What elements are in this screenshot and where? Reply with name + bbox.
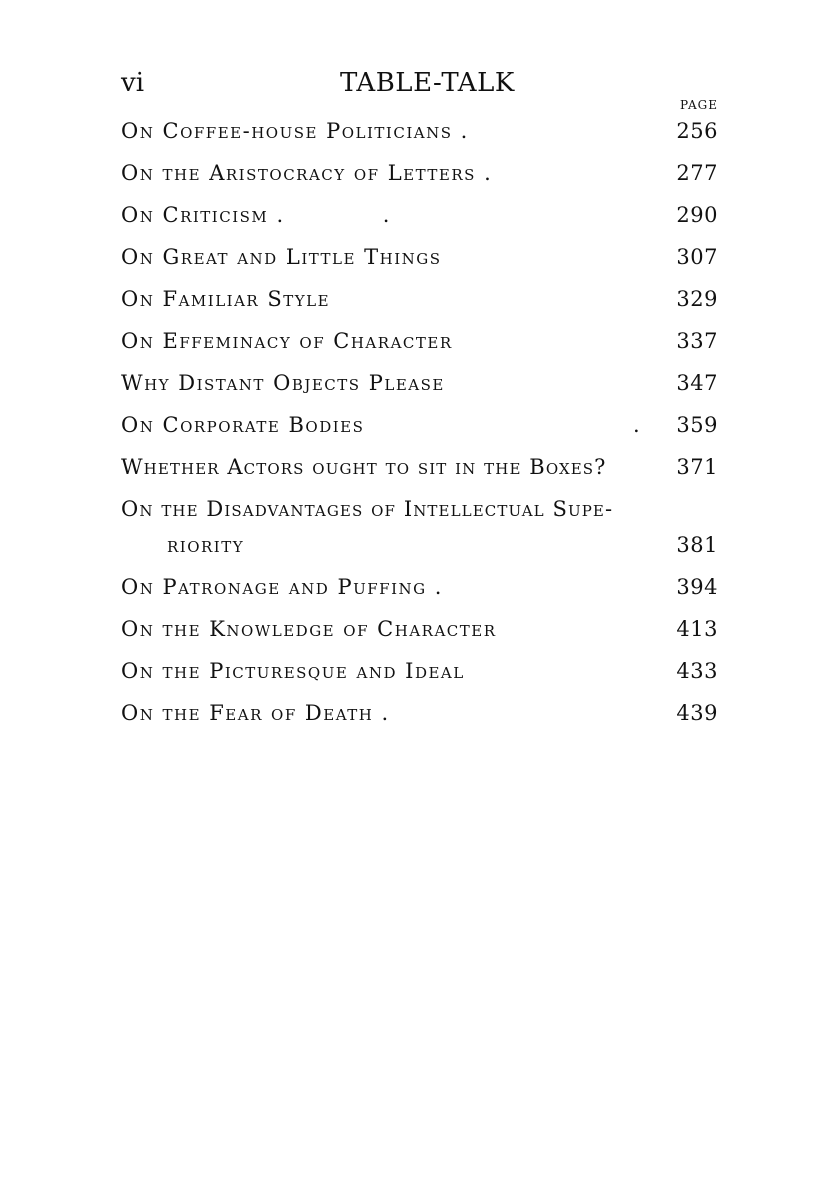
page-number: vi [121,68,145,98]
entry-leader-dot: . [633,413,640,437]
entry-page: 394 [676,575,718,599]
entry-title: On the Fear of Death . [121,701,390,725]
entry-page: 329 [676,287,718,311]
running-head: TABLE-TALK [340,68,515,98]
entry-title: Why Distant Objects Please [121,371,445,395]
entry-title: On the Knowledge of Character [121,617,497,641]
entry-title: On the Picturesque and Ideal [121,659,465,683]
entry-title: On Patronage and Puffing . [121,575,443,599]
entry-page: 413 [676,617,718,641]
entry-title: On the Aristocracy of Letters . [121,161,493,185]
page-column-label: PAGE [680,98,718,112]
entry-page: 290 [676,203,718,227]
entry-page: 433 [676,659,718,683]
entry-page: 277 [676,161,718,185]
entry-title: On the Disadvantages of Intellectual Supe- [121,497,614,521]
entry-title: On Great and Little Things [121,245,442,269]
entry-page: 307 [676,245,718,269]
entry-page: 381 [676,533,718,557]
entry-title: On Criticism . . [121,203,391,227]
entry-title: On Coffee-house Politicians . [121,119,469,143]
entry-title-continuation: riority [167,533,245,557]
entry-page: 439 [676,701,718,725]
entry-title: On Effeminacy of Character [121,329,453,353]
entry-page: 359 [676,413,718,437]
entry-page: 256 [676,119,718,143]
entry-title: On Familiar Style [121,287,331,311]
entry-page: 347 [676,371,718,395]
entry-title: On Corporate Bodies [121,413,365,437]
entry-title: Whether Actors ought to sit in the Boxes? [121,455,607,479]
entry-page: 337 [676,329,718,353]
entry-page: 371 [676,455,718,479]
